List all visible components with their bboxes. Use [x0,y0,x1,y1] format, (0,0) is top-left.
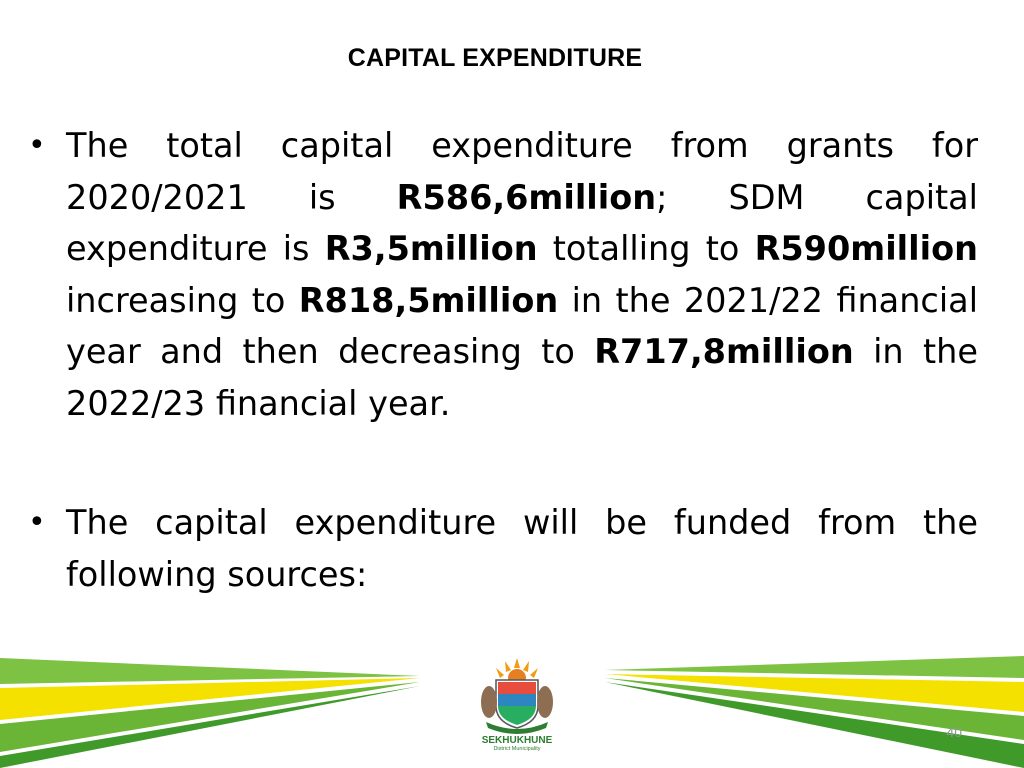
bullet-list [28,120,978,600]
text-segment: The total capital expenditure from grants for 2020/2021 is [66,126,978,217]
text-segment: increasing to [66,280,299,320]
text-segment: totalling to [537,229,755,268]
amount-grants: R586,6million [396,177,657,217]
bullet-text [66,126,978,423]
text-segment: in the 2022/23 financial year. [66,332,978,423]
amount-2021-22: R818,5million [298,280,559,320]
bullet-point-icon: • [28,128,46,163]
sekhukhune-logo-icon [472,656,562,751]
bullet-text: The capital expenditure will be funded from the following sources: [66,503,978,594]
page-number: 40 [946,724,962,740]
slide-title: CAPITAL EXPENDITURE [347,44,643,72]
right-supporter-icon [537,686,553,718]
svg-text:District Municipality: District Municipality [493,746,541,751]
bullet-point-icon: • [28,505,46,540]
bullet-capital-expenditure-totals [28,120,978,429]
text-segment: in the 2021/22 financial year and then decreasing to [66,280,978,371]
amount-sdm: R3,5million [324,229,538,268]
amount-2022-23: R717,8million [594,332,854,371]
amount-total: R590million [754,229,978,268]
bullet-funding-sources [28,497,978,600]
left-supporter-icon [481,686,497,718]
right-stripe-green-top [605,656,1024,678]
svg-text:SEKHUKHUNE: SEKHUKHUNE [481,735,553,746]
text-segment: ; SDM capital expenditure is [66,177,978,268]
